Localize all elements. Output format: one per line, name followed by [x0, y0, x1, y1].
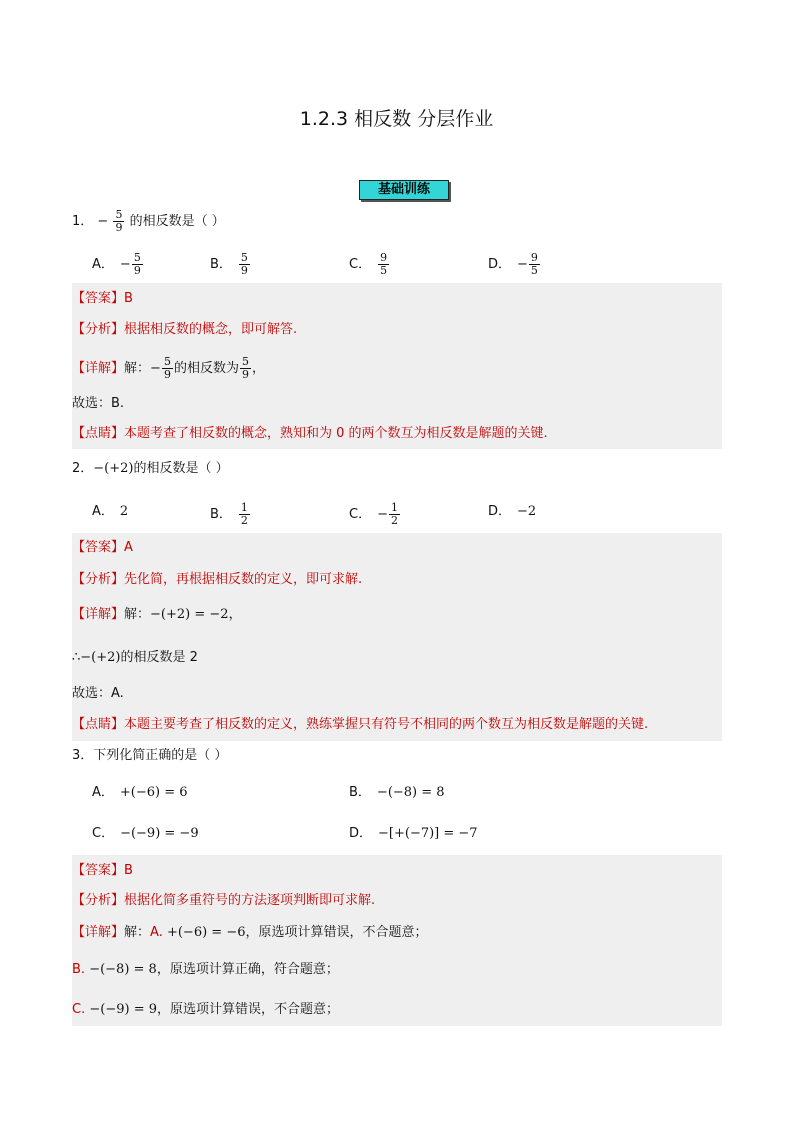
- detail-prefix: 解：: [124, 361, 151, 376]
- answer-tag: 【答案】: [72, 863, 125, 878]
- numerator: 9: [380, 251, 388, 264]
- detail-text: ，: [228, 607, 242, 622]
- q2-option-a: [92, 502, 128, 522]
- choose-value: B.: [111, 396, 125, 411]
- fraction: [162, 356, 173, 381]
- analysis-tag: 【分析】: [72, 893, 125, 908]
- option-label: A．: [92, 504, 114, 519]
- q2-solution-box: [72, 533, 722, 741]
- option-value: −2: [517, 504, 537, 519]
- option-label: C．: [349, 257, 372, 272]
- math-expression: −(+2) = −2: [150, 607, 229, 622]
- q2-option-c: [349, 502, 401, 527]
- answer-tag: 【答案】: [72, 291, 125, 306]
- fraction: [389, 502, 400, 527]
- math-expression: −(−9) = 9: [89, 1002, 157, 1017]
- detail-prefix: 解：: [124, 925, 151, 940]
- numerator: 5: [163, 355, 171, 368]
- q3-detail-b: [72, 960, 339, 980]
- option-label: C．: [92, 826, 115, 841]
- q1-option-c: [349, 252, 390, 277]
- q3-answer: [72, 861, 133, 881]
- q2-option-b: [210, 502, 251, 527]
- page-title: 1.2.3 相反数 分层作业: [299, 108, 494, 130]
- minus-sign: −: [97, 214, 109, 229]
- detail-label: B.: [72, 962, 86, 977]
- fraction: [239, 502, 250, 527]
- question-1: [72, 209, 225, 234]
- analysis-text: 根据化简多重符号的方法逐项判断即可求解.: [124, 893, 376, 908]
- denominator: 5: [380, 264, 388, 277]
- section-tag: 基础训练: [359, 180, 449, 200]
- detail-text: ，原选项计算错误，不合题意；: [245, 925, 428, 940]
- choose-tag: 故选：: [72, 686, 112, 701]
- numerator: 5: [115, 208, 123, 221]
- q1-comment: [72, 424, 548, 444]
- numerator: 5: [241, 355, 249, 368]
- denominator: 9: [163, 368, 171, 381]
- question-stem: 的相反数是（ ）: [129, 214, 225, 229]
- q3-analysis: [72, 891, 375, 911]
- denominator: 9: [115, 221, 123, 234]
- fraction: [239, 252, 250, 277]
- comment-text: 本题主要考查了相反数的定义，熟练掌握只有符号不相同的两个数互为相反数是解题的关键.: [124, 717, 649, 732]
- math-expression: −(−8) = 8: [89, 962, 157, 977]
- question-stem: 的相反数是（ ）: [133, 461, 229, 476]
- detail-text: 的相反数为: [173, 361, 239, 376]
- fraction: [529, 252, 540, 277]
- q1-option-d: [488, 252, 541, 277]
- option-label: D．: [349, 826, 373, 841]
- option-label: A．: [92, 785, 114, 800]
- q2-option-d: [488, 502, 536, 522]
- numerator: 1: [240, 501, 248, 514]
- answer-value: A: [124, 540, 133, 555]
- option-label: A．: [92, 257, 114, 272]
- minus-sign: −: [377, 507, 388, 522]
- detail-text: ，原选项计算错误，不合题意；: [157, 1002, 340, 1017]
- math-expression: −[+(−7)] = −7: [378, 826, 478, 841]
- analysis-tag: 【分析】: [72, 572, 125, 587]
- analysis-tag: 【分析】: [72, 322, 125, 337]
- q1-analysis: [72, 320, 297, 340]
- math-expression: +(−6) = 6: [119, 785, 188, 800]
- option-label: D．: [488, 504, 512, 519]
- detail-tag: 【详解】: [72, 925, 125, 940]
- denominator: 2: [390, 514, 398, 527]
- q1-option-b: [210, 252, 251, 277]
- fraction: [240, 356, 251, 381]
- comment-tag: 【点睛】: [72, 426, 125, 441]
- math-expression: −(+2): [80, 650, 121, 665]
- comment-tag: 【点睛】: [72, 717, 125, 732]
- q1-detail: [72, 356, 265, 381]
- option-value: 2: [119, 504, 129, 519]
- question-3: [72, 746, 227, 766]
- answer-value: B: [124, 863, 133, 878]
- q1-option-a: [92, 252, 144, 277]
- detail-text: ，原选项计算正确，符合题意；: [156, 962, 339, 977]
- option-label: C．: [349, 507, 372, 522]
- q3-detail-a: [72, 923, 428, 943]
- question-number: 1．: [72, 214, 94, 229]
- question-stem: 下列化简正确的是（ ）: [93, 748, 228, 763]
- answer-value: B: [124, 291, 133, 306]
- option-label: B．: [210, 507, 232, 522]
- detail-prefix: 解：: [124, 607, 151, 622]
- minus-sign: −: [517, 257, 528, 272]
- numerator: 9: [530, 251, 538, 264]
- denominator: 9: [241, 368, 249, 381]
- therefore-symbol: ∴: [72, 650, 81, 665]
- denominator: 5: [530, 264, 538, 277]
- q1-answer: [72, 289, 133, 309]
- detail-text: ，: [251, 361, 265, 376]
- q3-detail-c: [72, 1000, 339, 1020]
- detail-label: A.: [150, 925, 163, 940]
- question-2: [72, 459, 229, 479]
- q2-detail: [72, 605, 242, 625]
- therefore-text: 的相反数是 2: [120, 650, 198, 665]
- detail-label: C.: [72, 1002, 86, 1017]
- q2-choose: [72, 684, 124, 704]
- math-expression: −(−8) = 8: [376, 785, 445, 800]
- question-number: 2．: [72, 461, 94, 476]
- math-expression: −(+2): [93, 461, 134, 476]
- minus-sign: −: [119, 257, 131, 272]
- numerator: 1: [390, 501, 398, 514]
- fraction: [378, 252, 389, 277]
- option-label: B．: [349, 785, 371, 800]
- fraction: [113, 209, 124, 234]
- fraction: [132, 252, 143, 277]
- analysis-text: 根据相反数的概念，即可解答.: [124, 322, 298, 337]
- denominator: 9: [133, 264, 141, 277]
- numerator: 5: [240, 251, 248, 264]
- analysis-text: 先化简，再根据相反数的定义，即可求解.: [124, 572, 363, 587]
- math-expression: +(−6) = −6: [166, 925, 246, 940]
- comment-text: 本题考查了相反数的概念，熟知和为 0 的两个数互为相反数是解题的关键.: [124, 426, 548, 441]
- q3-option-b: [349, 783, 445, 803]
- q2-therefore: [72, 648, 198, 668]
- denominator: 9: [240, 264, 248, 277]
- q2-analysis: [72, 570, 362, 590]
- answer-tag: 【答案】: [72, 540, 125, 555]
- q3-option-a: [92, 783, 188, 803]
- q3-option-c: [92, 824, 199, 844]
- option-label: B．: [210, 257, 232, 272]
- numerator: 5: [133, 251, 141, 264]
- choose-tag: 故选：: [72, 396, 112, 411]
- minus-sign: −: [150, 361, 161, 376]
- denominator: 2: [240, 514, 248, 527]
- q1-choose: [72, 394, 124, 414]
- option-label: D．: [488, 257, 512, 272]
- q3-option-d: [349, 824, 478, 844]
- detail-tag: 【详解】: [72, 361, 125, 376]
- question-number: 3．: [72, 748, 94, 763]
- q2-answer: [72, 538, 133, 558]
- choose-value: A.: [111, 686, 124, 701]
- detail-tag: 【详解】: [72, 607, 125, 622]
- math-expression: −(−9) = −9: [120, 826, 199, 841]
- q2-comment: [72, 715, 648, 735]
